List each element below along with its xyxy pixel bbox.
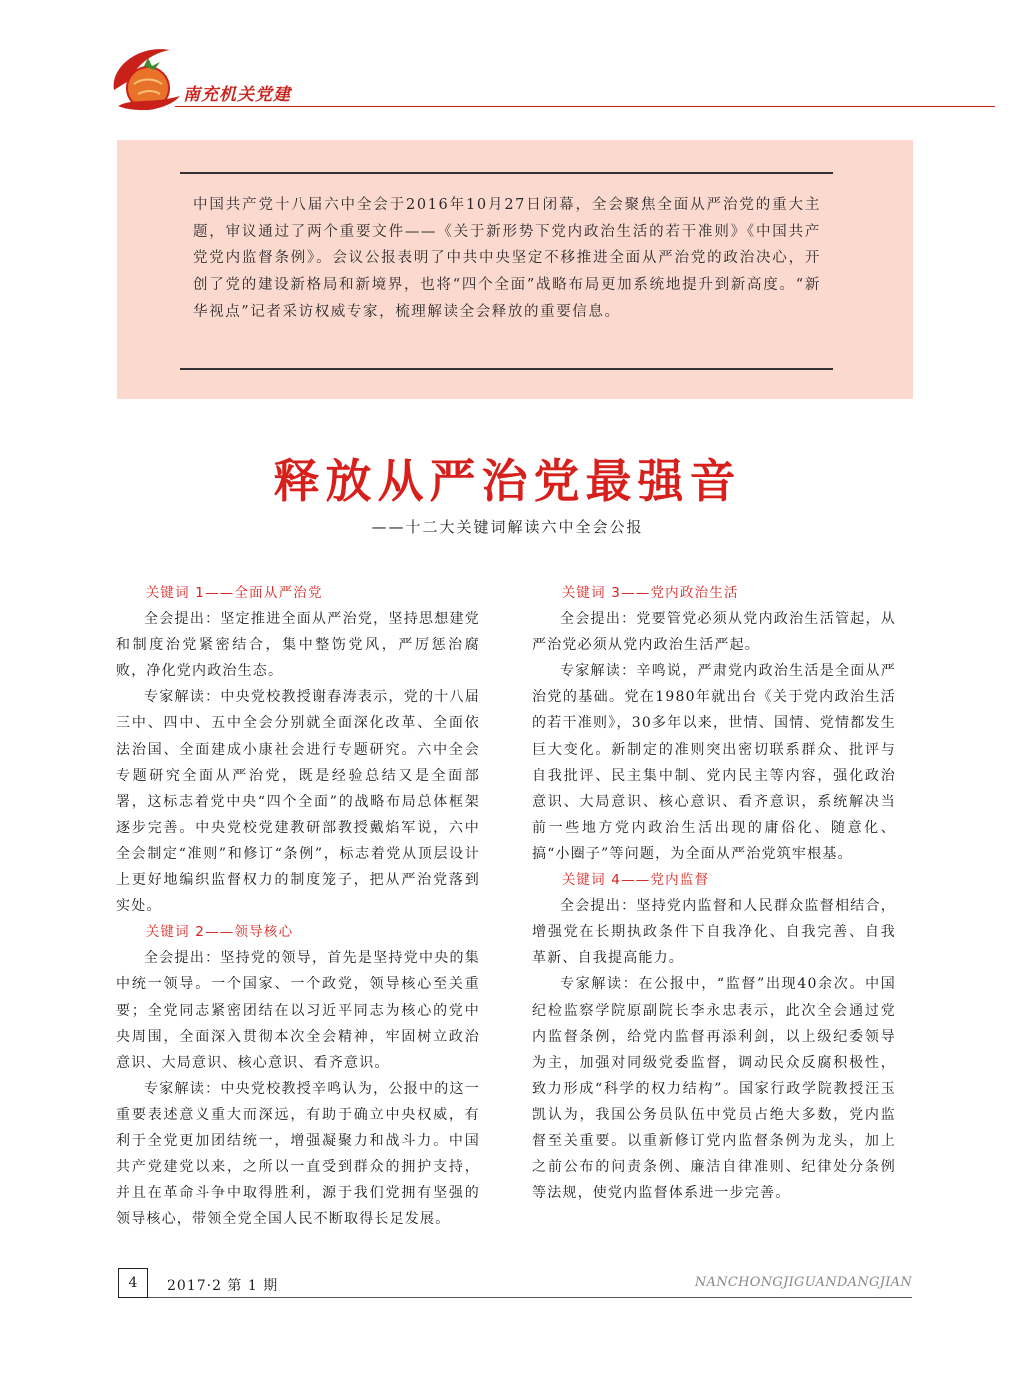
journal-brand-name: 南充机关党建 bbox=[183, 85, 291, 105]
intro-top-rule bbox=[180, 172, 833, 174]
keyword-heading: 关键词 4——党内监督 bbox=[561, 872, 710, 889]
intro-bottom-rule bbox=[180, 368, 833, 370]
header-divider bbox=[175, 106, 995, 107]
issue-label: 2017·2 第 1 期 bbox=[167, 1278, 279, 1294]
journal-logo-icon bbox=[108, 40, 188, 116]
body-paragraph: 全会提出：坚定推进全面从严治党，坚持思想建党和制度治党紧密结合，集中整饬党风，严厉惩治腐败，净化党内政治生态。 bbox=[116, 611, 480, 680]
body-paragraph: 专家解读：中央党校教授辛鸣认为，公报中的这一重要表述意义重大而深远，有助于确立中央权威，有利于全党更加团结统一，增强凝聚力和战斗力。中国共产党建党以来，之所以一直受到群众的拥护支持，并且在革命斗争中取得胜利，源于我们党拥有坚强的领导核心，带领全党全国人民不断取得长足发展。 bbox=[116, 1080, 480, 1228]
article-subtitle: ——十二大关键词解读六中全会公报 bbox=[371, 518, 644, 536]
footer-rule bbox=[148, 1297, 912, 1298]
article-title: 释放从严治党最强音 bbox=[273, 454, 742, 508]
body-paragraph: 专家解读：在公报中，“监督”出现40余次。中国纪检监察学院原副院长李永忠表示，此次全会通过党内监督条例，给党内监督再添利剑，以上级纪委领导为主，加强对同级党委监督，调动民众反腐积极性，致力形成“科学的权力结构”。国家行政学院教授汪玉凯认为，我国公务员队伍中党员占绝大多数，党内监督至关重要。以重新修订党内监督条例为龙头，加上之前公布的问责条例、廉洁自律准则、纪律处分条例等法规，使党内监督体系进一步完善。 bbox=[532, 976, 896, 1202]
keyword-heading: 关键词 1——全面从严治党 bbox=[145, 585, 323, 601]
keyword-heading: 关键词 2——领导核心 bbox=[145, 924, 294, 941]
keyword-heading: 关键词 3——党内政治生活 bbox=[561, 585, 739, 601]
page-number: 4 bbox=[118, 1268, 148, 1298]
body-paragraph: 全会提出：党要管党必须从党内政治生活管起，从严治党必须从党内政治生活严起。 bbox=[532, 611, 896, 654]
body-paragraph: 专家解读：中央党校教授谢春涛表示，党的十八届三中、四中、五中全会分别就全面深化改革、全面依法治国、全面建成小康社会进行专题研究。六中全会专题研究全面从严治党，既是经验总结又是全面部署，这标志着党中央“四个全面”的战略布局总体框架逐步完善。中央党校党建教研部教授戴焰军说，六中全会制定“准则”和修订“条例”，标志着党从顶层设计上更好地编织监督权力的制度笼子，把从严治党落到实处。 bbox=[116, 689, 480, 915]
article-column-right bbox=[532, 580, 896, 1206]
article-column-left bbox=[116, 580, 480, 1232]
journal-pinyin: NANCHONGJIGUANDANGJIAN bbox=[694, 1275, 912, 1290]
body-paragraph: 全会提出：坚持党的领导，首先是坚持党中央的集中统一领导。一个国家、一个政党，领导核心至关重要；全党同志紧密团结在以习近平同志为核心的党中央周围，全面深入贯彻本次全会精神，牢固树立政治意识、大局意识、核心意识、看齐意识。 bbox=[116, 950, 480, 1071]
body-paragraph: 专家解读：辛鸣说，严肃党内政治生活是全面从严治党的基础。党在1980年就出台《关于党内政治生活的若干准则》，30多年以来，世情、国情、党情都发生巨大变化。新制定的准则突出密切联系群众、批评与自我批评、民主集中制、党内民主等内容，强化政治意识、大局意识、核心意识、看齐意识，系统解决当前一些地方党内政治生活出现的庸俗化、随意化、搞“小圈子”等问题，为全面从严治党筑牢根基。 bbox=[532, 663, 896, 862]
body-paragraph: 全会提出：坚持党内监督和人民群众监督相结合，增强党在长期执政条件下自我净化、自我完善、自我革新、自我提高能力。 bbox=[532, 898, 896, 967]
intro-text: 中国共产党十八届六中全会于2016年10月27日闭幕，全会聚焦全面从严治党的重大主题，审议通过了两个重要文件——《关于新形势下党内政治生活的若干准则》《中国共产党党内监督条例》。会议公报表明了中共中央坚定不移推进全面从严治党的政治决心，开创了党的建设新格局和新境界，也将“四个全面”战略布局更加系统地提升到新高度。“新华视点”记者采访权威专家，梳理解读全会释放的重要信息。 bbox=[193, 197, 821, 320]
